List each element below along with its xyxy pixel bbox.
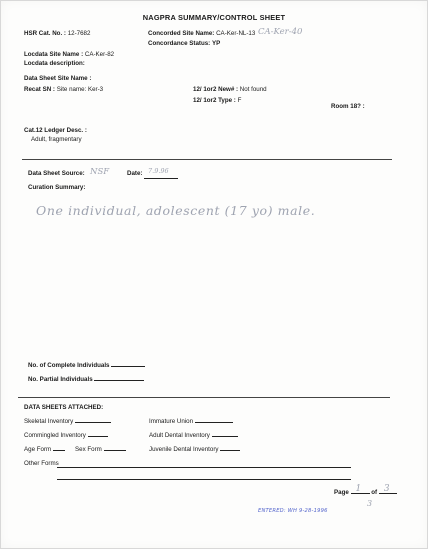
age-form-label: Age Form: [24, 446, 52, 453]
complete-individuals: [28, 363, 145, 369]
page-title: NAGPRA SUMMARY/CONTROL SHEET: [142, 13, 286, 22]
divider-top: [22, 159, 392, 160]
other-forms-line-2: [57, 478, 351, 480]
data-sheet-source-value: NSF: [90, 167, 110, 177]
date-value: 7.9.96: [148, 167, 169, 175]
age-form-blank: [53, 449, 65, 451]
concorded-value: CA-Ker-NL-13: [216, 30, 256, 37]
juvenile-dental-label: Juvenile Dental Inventory: [149, 446, 219, 453]
curation-summary-label: Curation Summary:: [28, 184, 86, 191]
curation-summary-text: One individual, adolescent (17 yo) male.: [36, 203, 316, 218]
adult-dental-label: Adult Dental Inventory: [149, 432, 210, 439]
divider-bottom: [18, 397, 390, 398]
sex-form: [75, 447, 126, 453]
data-sheet-site-name-label: Data Sheet Site Name :: [24, 75, 92, 82]
entered-stamp: ENTERED: WH 9-28-1996: [258, 508, 328, 514]
ledger-desc-label: Cat.12 Ledger Desc. :: [24, 127, 87, 134]
partial-label: No. Partial Individuals: [28, 376, 93, 383]
sex-form-blank: [104, 449, 126, 451]
locdata-site-label: Locdata Site Name :: [24, 51, 84, 58]
other-forms-line-1: [57, 466, 351, 468]
adult-dental-blank: [212, 435, 238, 437]
page-label: Page: [334, 489, 349, 496]
page-number: 1: [355, 484, 362, 494]
juvenile-dental-inventory: [149, 447, 240, 453]
date-label: Date:: [127, 170, 143, 177]
hsr-cat-no: [24, 31, 90, 37]
room-18-label: Room 18? :: [331, 103, 365, 110]
immature-label: Immature Union: [149, 418, 194, 425]
locdata-site-name: [24, 52, 114, 58]
adult-dental-inventory: [149, 433, 238, 439]
new-number: [193, 87, 267, 93]
partial-individuals: [28, 377, 144, 383]
recat-label: Recat SN :: [24, 86, 55, 93]
recat-sn: [24, 87, 103, 93]
commingled-inventory: [24, 433, 108, 439]
type-field: [193, 98, 241, 104]
skeletal-blank: [75, 421, 111, 423]
of-blank: [379, 484, 397, 494]
page-blank: [351, 484, 370, 494]
new-value: Not found: [239, 86, 267, 93]
commingled-label: Commingled Inventory: [24, 432, 86, 439]
concordance-label: Concordance Status:: [148, 40, 211, 47]
type-value: F: [237, 97, 242, 104]
concordance-value: YP: [211, 40, 221, 47]
new-label: 12/ 1or2 New# :: [193, 86, 239, 93]
age-form: [24, 447, 65, 453]
hsr-value: 12-7682: [67, 30, 91, 37]
date-underline: [144, 177, 178, 179]
total-pages: 3: [383, 484, 390, 494]
skeletal-inventory: [24, 419, 111, 425]
complete-label: No. of Complete Individuals: [28, 362, 110, 369]
immature-blank: [195, 421, 233, 423]
concordance-status: [148, 41, 220, 47]
concorded-handwritten-note: CA-Ker-40: [258, 27, 303, 37]
recat-value: Site name: Ker-3: [56, 86, 104, 93]
ledger-desc-value: Adult, fragmentary: [31, 136, 82, 143]
complete-blank: [111, 365, 145, 367]
data-sheets-attached-heading: DATA SHEETS ATTACHED:: [24, 404, 104, 411]
page-counter: [334, 484, 397, 496]
concorded-label: Concorded Site Name:: [148, 30, 215, 37]
sex-form-label: Sex Form: [75, 446, 102, 453]
partial-blank: [94, 379, 144, 381]
commingled-blank: [88, 435, 108, 437]
locdata-site-value: CA-Ker-82: [84, 51, 115, 58]
extra-page-number: 3: [367, 499, 373, 508]
skeletal-label: Skeletal Inventory: [24, 418, 74, 425]
concorded-site: [148, 31, 255, 37]
immature-union: [149, 419, 233, 425]
locdata-description-label: Locdata description:: [24, 60, 85, 67]
hsr-label: HSR Cat. No. :: [24, 30, 66, 37]
of-label: of: [371, 489, 378, 496]
data-sheet-source-label: Data Sheet Source:: [28, 170, 85, 177]
type-label: 12/ 1or2 Type :: [193, 97, 236, 104]
other-forms-label: Other Forms: [24, 460, 59, 467]
juvenile-dental-blank: [220, 449, 240, 451]
